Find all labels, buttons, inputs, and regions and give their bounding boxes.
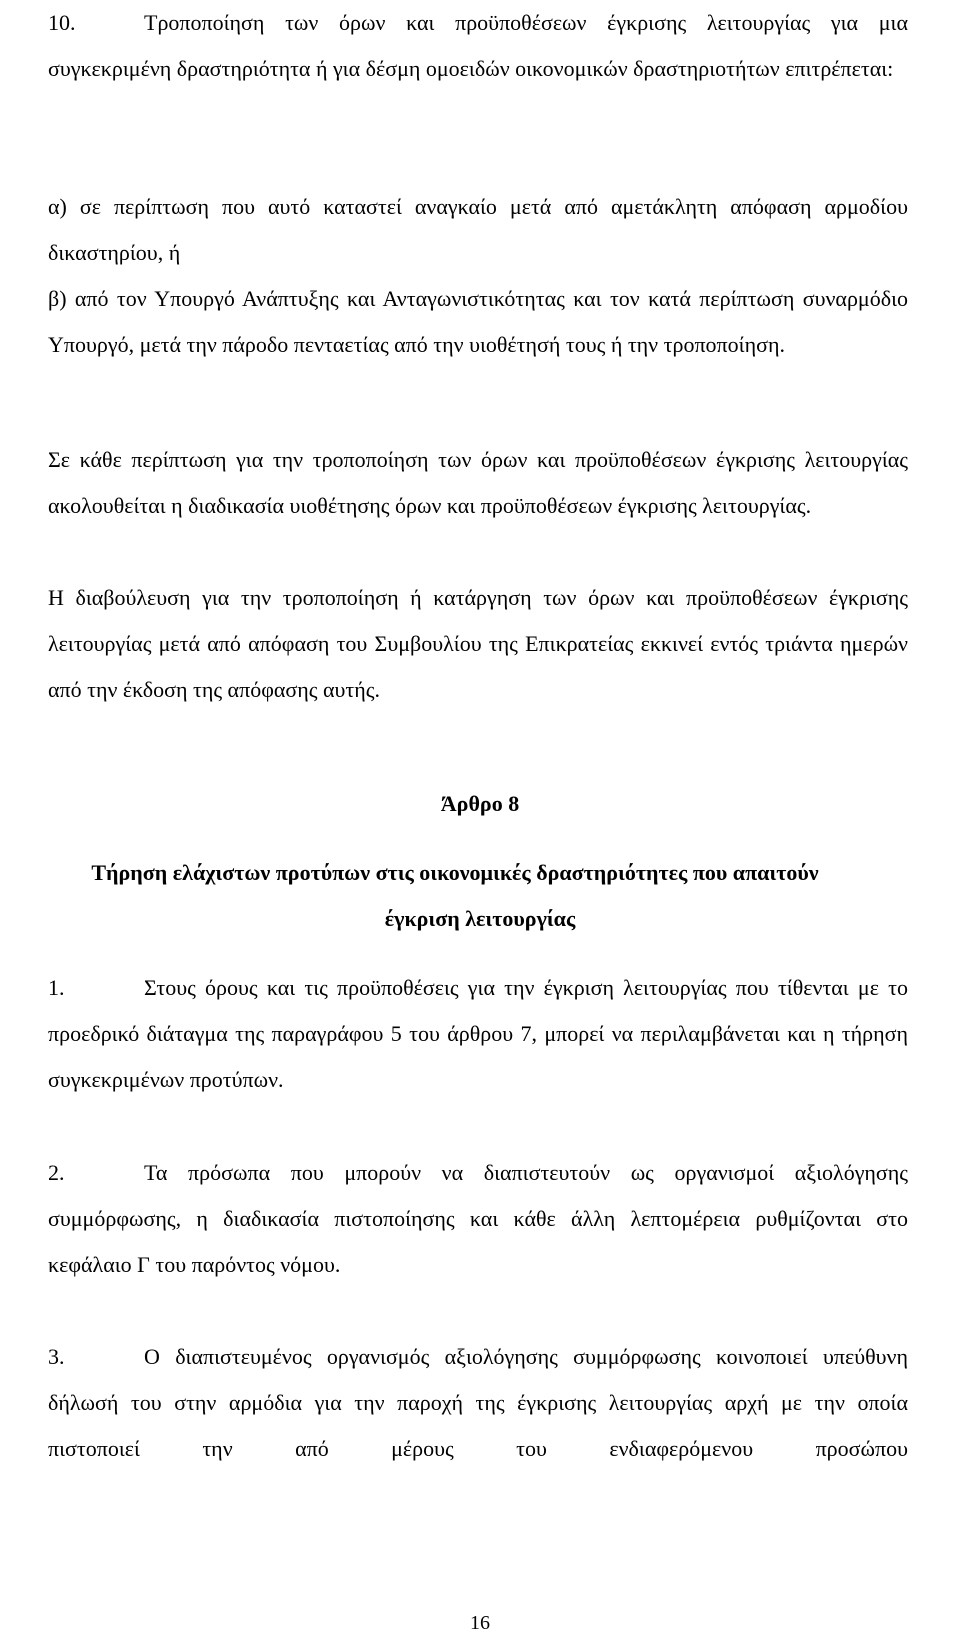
article-subtitle-line2: έγκριση λειτουργίας	[384, 906, 576, 931]
paragraph-number: 1.	[48, 975, 65, 1000]
article-subtitle-line1: Τήρηση ελάχιστων προτύπων στις οικονομικές δραστηριότητες που απαιτούν	[91, 860, 819, 885]
paragraph-number: 3.	[48, 1344, 65, 1369]
paragraph-text: Τροποποίηση των όρων και προϋποθέσεων έγκρισης λειτουργίας για μια συγκεκριμένη δραστηριότητα ή για δέσμη ομοειδών οικονομικών δραστηριοτήτων επιτρέπεται:	[48, 10, 908, 81]
paragraph-1	[48, 965, 908, 1103]
paragraph-3	[48, 1334, 908, 1472]
paragraph-b: β) από τον Υπουργό Ανάπτυξης και Ανταγωνιστικότητας και τον κατά περίπτωση συναρμόδιο Υπουργό, μετά την πάροδο πενταετίας από την υιοθέτησή τους ή την τροποποίηση.	[48, 286, 908, 357]
paragraph-every-case: Σε κάθε περίπτωση για την τροποποίηση των όρων και προϋποθέσεων έγκρισης λειτουργίας ακολουθείται η διαδικασία υιοθέτησης όρων και προϋποθέσεων έγκρισης λειτουργίας.	[48, 447, 908, 518]
article-title: Άρθρο 8	[440, 791, 520, 816]
paragraph-consultation: Η διαβούλευση για την τροποποίηση ή κατάργηση των όρων και προϋποθέσεων έγκρισης λειτουργίας μετά από απόφαση του Συμβουλίου της Επικρατείας εκκινεί εντός τριάντα ημερών από την έκδοση της απόφασης αυτής.	[48, 585, 908, 702]
paragraph-text: Ο διαπιστευμένος οργανισμός αξιολόγησης συμμόρφωσης κοινοποιεί υπεύθυνη δήλωσή του στην αρμόδια για την παροχή της έγκρισης λειτουργίας αρχή με την οποία πιστοποιεί την από μέρους του ενδιαφερόμενου προσώπου	[48, 1344, 908, 1461]
page-number: 16	[470, 1612, 490, 1634]
paragraph-number: 2.	[48, 1160, 65, 1185]
paragraph-text: Στους όρους και τις προϋποθέσεις για την έγκριση λειτουργίας που τίθενται με το προεδρικό διάταγμα της παραγράφου 5 του άρθρου 7, μπορεί να περιλαμβάνεται και η τήρηση συγκεκριμένων προτύπων.	[48, 975, 908, 1092]
paragraph-a: α) σε περίπτωση που αυτό καταστεί αναγκαίο μετά από αμετάκλητη απόφαση αρμοδίου δικαστηρίου, ή	[48, 194, 908, 265]
paragraph-10	[48, 0, 908, 92]
paragraph-text: Τα πρόσωπα που μπορούν να διαπιστευτούν ως οργανισμοί αξιολόγησης συμμόρφωσης, η διαδικασία πιστοποίησης και κάθε άλλη λεπτομέρεια ρυθμίζονται στο κεφάλαιο Γ του παρόντος νόμου.	[48, 1160, 908, 1277]
paragraph-2	[48, 1150, 908, 1288]
paragraph-number: 10.	[48, 10, 76, 35]
